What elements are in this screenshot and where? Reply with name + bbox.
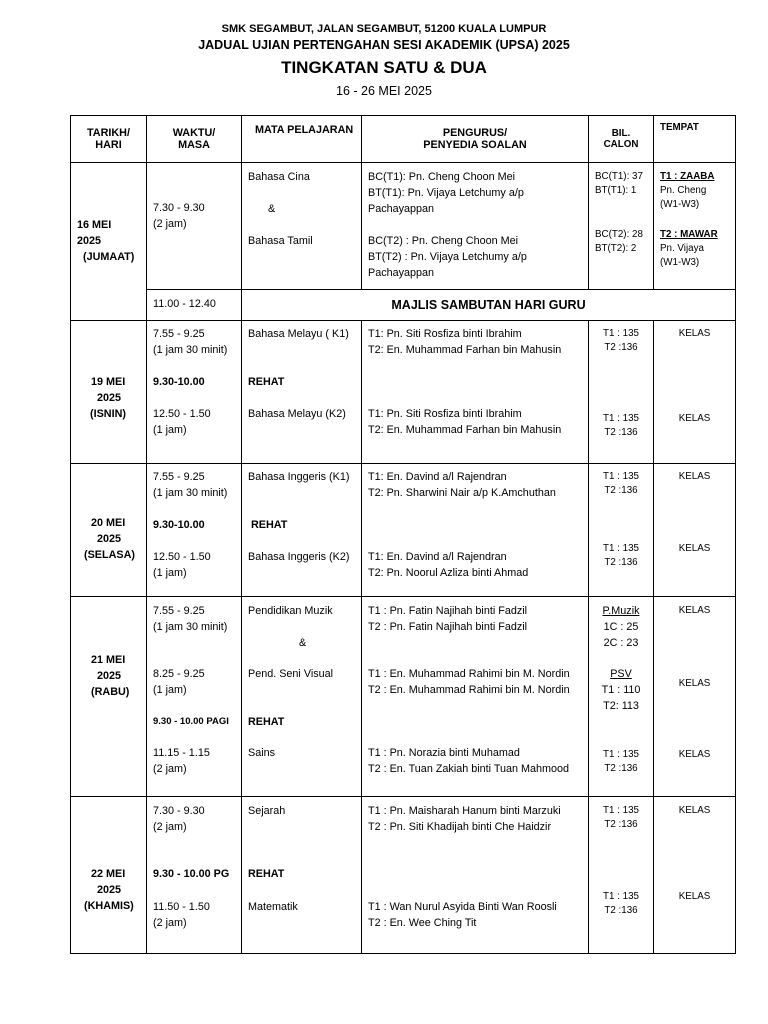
subject-cell bbox=[242, 163, 362, 290]
table-row bbox=[71, 797, 736, 954]
day-name: (SELASA) bbox=[84, 549, 135, 561]
venue-name: KELAS bbox=[678, 413, 711, 424]
time-range: 7.55 - 9.25 bbox=[153, 605, 205, 617]
school-address: SMK SEGAMBUT, JALAN SEGAMBUT, 51200 KUALA LUMPUR bbox=[221, 23, 547, 35]
day-cell-19 bbox=[71, 321, 147, 464]
teacher-cell bbox=[362, 163, 589, 290]
venue-name: T2 : MAWAR bbox=[660, 229, 718, 240]
place-cell bbox=[654, 321, 736, 464]
venue-name: KELAS bbox=[678, 891, 711, 902]
rest-label: REHAT bbox=[248, 376, 285, 388]
header-place bbox=[654, 116, 736, 163]
time-duration: (2 jam) bbox=[153, 821, 187, 833]
header-teacher-line2: PENYEDIA SOALAN bbox=[423, 139, 527, 151]
teacher-name: T1 : En. Muhammad Rahimi bin M. Nordin bbox=[368, 668, 570, 680]
venue-name: KELAS bbox=[678, 328, 711, 339]
teacher-name: BC(T2) : Pn. Cheng Choon Mei bbox=[368, 235, 519, 247]
day-cell-21 bbox=[71, 597, 147, 797]
day-name: (RABU) bbox=[91, 686, 130, 698]
time-cell bbox=[147, 464, 242, 597]
day-date: 22 MEI bbox=[91, 868, 126, 880]
time-duration: (2 jam) bbox=[153, 917, 187, 929]
venue-name: KELAS bbox=[678, 543, 711, 554]
time-duration: (1 jam 30 minit) bbox=[153, 344, 228, 356]
subject-name: Sejarah bbox=[248, 805, 286, 817]
header-time bbox=[147, 116, 242, 163]
time-range: 7.55 - 9.25 bbox=[153, 471, 205, 483]
header-time-line2: MASA bbox=[178, 139, 210, 151]
header-count bbox=[589, 116, 654, 163]
header-time-line1: WAKTU/ bbox=[172, 127, 216, 139]
teacher-name: T2: Pn. Noorul Azliza binti Ahmad bbox=[368, 567, 529, 579]
day-year: 2025 bbox=[97, 670, 122, 682]
candidate-count: T2 :136 bbox=[604, 557, 638, 568]
header-count-line2: CALON bbox=[603, 139, 639, 150]
subject-cell bbox=[242, 321, 362, 464]
candidate-count: T1 : 135 bbox=[603, 805, 639, 816]
form-title: TINGKATAN SATU & DUA bbox=[281, 58, 487, 77]
venue-name: KELAS bbox=[678, 605, 711, 616]
time-cell bbox=[147, 797, 242, 954]
time-range: 7.30 - 9.30 bbox=[153, 805, 205, 817]
place-cell bbox=[654, 464, 736, 597]
day-year: 2025 bbox=[97, 533, 122, 545]
day-year: 2025 bbox=[97, 392, 122, 404]
day-year: 2025 bbox=[77, 235, 102, 247]
subject-cell bbox=[242, 797, 362, 954]
event-title: MAJLIS SAMBUTAN HARI GURU bbox=[391, 297, 586, 312]
subject-name: Bahasa Cina bbox=[248, 171, 310, 183]
time-range: 7.30 - 9.30 bbox=[153, 202, 205, 214]
count-cell bbox=[589, 321, 654, 464]
header-teacher bbox=[362, 116, 589, 163]
time-cell bbox=[147, 289, 242, 320]
header-count-line1: BIL. bbox=[611, 128, 631, 139]
time-duration: (1 jam 30 minit) bbox=[153, 487, 228, 499]
candidate-count: T1 : 135 bbox=[603, 749, 639, 760]
time-range: 11.50 - 1.50 bbox=[153, 901, 210, 913]
teacher-name: T2 : En. Muhammad Rahimi bin M. Nordin bbox=[368, 684, 570, 696]
place-cell bbox=[654, 597, 736, 797]
venue-name: KELAS bbox=[678, 471, 711, 482]
candidate-count: 2C : 23 bbox=[603, 637, 639, 649]
teacher-name: T1 : Pn. Fatin Najihah binti Fadzil bbox=[368, 605, 528, 617]
teacher-cell bbox=[362, 797, 589, 954]
teacher-name: T2 : En. Tuan Zakiah binti Tuan Mahmood bbox=[368, 763, 570, 775]
table-row bbox=[71, 597, 736, 797]
rest-time: 9.30-10.00 bbox=[153, 519, 205, 531]
date-range: 16 - 26 MEI 2025 bbox=[336, 84, 432, 98]
day-cell-16 bbox=[71, 163, 147, 321]
candidate-count: T2 :136 bbox=[604, 905, 638, 916]
venue-name: KELAS bbox=[678, 678, 711, 689]
day-date: 16 MEI bbox=[77, 219, 112, 231]
rest-label: REHAT bbox=[248, 868, 285, 880]
subject-cell bbox=[242, 464, 362, 597]
day-cell-20 bbox=[71, 464, 147, 597]
day-name: (KHAMIS) bbox=[84, 900, 134, 912]
candidate-count: T2 :136 bbox=[604, 819, 638, 830]
candidate-count: T2 :136 bbox=[604, 485, 638, 496]
teacher-name: T1 : Pn. Maisharah Hanum binti Marzuki bbox=[368, 805, 561, 817]
candidate-count: BC(T1): 37 bbox=[595, 171, 643, 182]
header-subject bbox=[242, 116, 362, 163]
subject-name: Bahasa Inggeris (K2) bbox=[248, 551, 350, 563]
time-cell bbox=[147, 163, 242, 290]
teacher-name: T2: Pn. Sharwini Nair a/p K.Amchuthan bbox=[368, 487, 556, 499]
teacher-name: BT(T1): Pn. Vijaya Letchumy a/p bbox=[368, 187, 524, 199]
teacher-name: Pachayappan bbox=[368, 203, 435, 215]
day-date: 20 MEI bbox=[91, 517, 126, 529]
place-cell bbox=[654, 797, 736, 954]
time-range: 12.50 - 1.50 bbox=[153, 408, 211, 420]
venue-classes: (W1-W3) bbox=[660, 199, 700, 210]
subject-name: Pendidikan Muzik bbox=[248, 605, 333, 617]
teacher-name: BT(T2) : Pn. Vijaya Letchumy a/p bbox=[368, 251, 527, 263]
teacher-name: T1: En. Davind a/l Rajendran bbox=[368, 471, 507, 483]
time-duration: (1 jam) bbox=[153, 684, 187, 696]
time-range: 11.15 - 1.15 bbox=[153, 747, 210, 759]
time-cell bbox=[147, 321, 242, 464]
subject-name: Pend. Seni Visual bbox=[248, 668, 334, 680]
rest-label: REHAT bbox=[251, 519, 288, 531]
candidate-count: T2 :136 bbox=[604, 342, 638, 353]
teacher-cell bbox=[362, 321, 589, 464]
place-cell bbox=[654, 163, 736, 290]
venue-invigilator: Pn. Vijaya bbox=[660, 243, 704, 254]
subject-connector: & bbox=[299, 637, 307, 649]
exam-schedule-table bbox=[70, 115, 736, 954]
count-cell bbox=[589, 597, 654, 797]
rest-time: 9.30 - 10.00 PG bbox=[153, 868, 230, 880]
time-range: 7.55 - 9.25 bbox=[153, 328, 205, 340]
teacher-name: BC(T1): Pn. Cheng Choon Mei bbox=[368, 171, 516, 183]
teacher-cell bbox=[362, 464, 589, 597]
rest-time: 9.30-10.00 bbox=[153, 376, 205, 388]
venue-name: KELAS bbox=[678, 805, 711, 816]
day-cell-22 bbox=[71, 797, 147, 954]
teacher-name: T1: Pn. Siti Rosfiza binti Ibrahim bbox=[368, 408, 522, 420]
subject-name: Bahasa Tamil bbox=[248, 235, 313, 247]
candidate-count: T2: 113 bbox=[603, 700, 639, 712]
teacher-name: T1 : Wan Nurul Asyida Binti Wan Roosli bbox=[368, 901, 557, 913]
subject-name: Bahasa Melayu (K2) bbox=[248, 408, 346, 420]
candidate-count: T1 : 135 bbox=[603, 328, 639, 339]
time-duration: (1 jam) bbox=[153, 424, 187, 436]
subject-connector: & bbox=[268, 203, 276, 215]
candidate-count: T2 :136 bbox=[604, 427, 638, 438]
time-duration: (1 jam) bbox=[153, 567, 187, 579]
subject-name: Matematik bbox=[248, 901, 298, 913]
subject-name: Bahasa Inggeris (K1) bbox=[248, 471, 350, 483]
header-teacher-line1: PENGURUS/ bbox=[442, 127, 508, 139]
candidate-count: T1 : 135 bbox=[603, 471, 639, 482]
header-day-line2: HARI bbox=[95, 139, 122, 151]
teacher-name: T2: En. Muhammad Farhan bin Mahusin bbox=[368, 344, 562, 356]
subject-group-label: PSV bbox=[610, 668, 632, 680]
header-place-label: TEMPAT bbox=[660, 122, 699, 133]
table-header-row bbox=[71, 116, 736, 163]
day-date: 21 MEI bbox=[91, 654, 126, 666]
candidate-count: T1 : 110 bbox=[601, 684, 641, 696]
header-day-line1: TARIKH/ bbox=[87, 127, 130, 139]
candidate-count: BC(T2): 28 bbox=[595, 229, 643, 240]
count-cell bbox=[589, 464, 654, 597]
event-cell bbox=[242, 289, 736, 320]
venue-invigilator: Pn. Cheng bbox=[660, 185, 707, 196]
venue-name: T1 : ZAABA bbox=[660, 171, 715, 182]
header-day bbox=[71, 116, 147, 163]
teacher-name: T2 : Pn. Siti Khadijah binti Che Haidzir bbox=[368, 821, 552, 833]
document-title: JADUAL UJIAN PERTENGAHAN SESI AKADEMIK (UPSA) 2025 bbox=[198, 38, 570, 52]
teacher-name: T2 : Pn. Fatin Najihah binti Fadzil bbox=[368, 621, 528, 633]
day-name: (JUMAAT) bbox=[83, 251, 135, 263]
time-range: 8.25 - 9.25 bbox=[153, 668, 205, 680]
time-cell bbox=[147, 597, 242, 797]
candidate-count: T1 : 135 bbox=[603, 413, 639, 424]
table-row bbox=[71, 464, 736, 597]
table-row bbox=[71, 321, 736, 464]
subject-cell bbox=[242, 597, 362, 797]
time-duration: (1 jam 30 minit) bbox=[153, 621, 228, 633]
rest-label: REHAT bbox=[248, 716, 285, 728]
teacher-name: T1: Pn. Siti Rosfiza binti Ibrahim bbox=[368, 328, 522, 340]
event-time: 11.00 - 12.40 bbox=[153, 297, 216, 310]
subject-name: Bahasa Melayu ( K1) bbox=[248, 328, 349, 340]
table-row bbox=[71, 289, 736, 320]
day-date: 19 MEI bbox=[91, 376, 126, 388]
rest-time: 9.30 - 10.00 PAGI bbox=[153, 716, 229, 727]
count-cell bbox=[589, 797, 654, 954]
teacher-name: T1 : Pn. Norazia binti Muhamad bbox=[368, 747, 520, 759]
subject-name: Sains bbox=[248, 747, 276, 759]
candidate-count: BT(T1): 1 bbox=[595, 185, 637, 196]
venue-classes: (W1-W3) bbox=[660, 257, 700, 268]
table-row bbox=[71, 163, 736, 290]
day-year: 2025 bbox=[97, 884, 122, 896]
day-name: (ISNIN) bbox=[90, 408, 126, 420]
header-subject-label: MATA PELAJARAN bbox=[255, 124, 354, 136]
teacher-cell bbox=[362, 597, 589, 797]
teacher-name: T2: En. Muhammad Farhan bin Mahusin bbox=[368, 424, 562, 436]
time-duration: (2 jam) bbox=[153, 763, 187, 775]
teacher-name: Pachayappan bbox=[368, 267, 435, 279]
candidate-count: T1 : 135 bbox=[603, 891, 639, 902]
subject-group-label: P.Muzik bbox=[602, 605, 640, 617]
venue-name: KELAS bbox=[678, 749, 711, 760]
candidate-count: T2 :136 bbox=[604, 763, 638, 774]
time-range: 12.50 - 1.50 bbox=[153, 551, 211, 563]
time-duration: (2 jam) bbox=[153, 218, 187, 230]
candidate-count: T1 : 135 bbox=[603, 543, 639, 554]
count-cell bbox=[589, 163, 654, 290]
teacher-name: T1: En. Davind a/l Rajendran bbox=[368, 551, 507, 563]
teacher-name: T2 : En. Wee Ching Tit bbox=[368, 917, 477, 929]
candidate-count: BT(T2): 2 bbox=[595, 243, 637, 254]
candidate-count: 1C : 25 bbox=[603, 621, 639, 633]
